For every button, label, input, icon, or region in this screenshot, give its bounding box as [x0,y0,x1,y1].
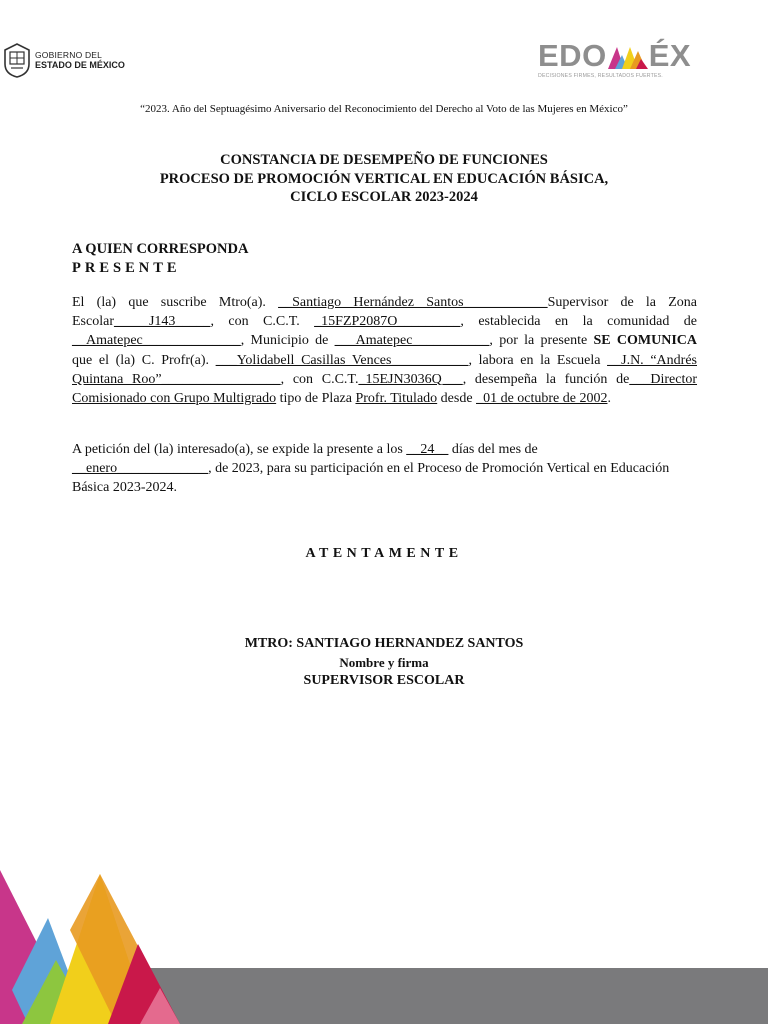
state-seal-icon [2,42,32,78]
closing: ATENTAMENTE [305,546,463,561]
cct-escuela: _15EJN3036Q___ [358,371,463,387]
gov-line2: ESTADO DE MÉXICO [35,60,125,70]
motto: “2023. Año del Septuagésimo Aniversario del Reconocimiento del Derecho al Voto de las Mujeres en México” [140,103,628,115]
signature-block [0,635,768,691]
escuela: __J.N. “Andrés Quintana Roo”_________________ [72,352,697,387]
text: , con C.C.T. [280,371,359,387]
body-paragraph-1 [72,293,697,408]
gov-line1: GOBIERNO DEL [35,50,103,60]
zona-escolar: _____J143_____ [113,314,211,330]
text: , Municipio de [240,333,335,349]
gobierno-logo [2,42,125,78]
edomex-m-icon [608,43,648,69]
text: días del mes de [448,442,538,457]
text: , establecida en la comunidad de [460,314,697,330]
text: Supervisor de la Zona Escolar [72,295,697,330]
text: que el (la) C. Profr(a). [72,352,216,368]
signer-sub: Nombre y firma [339,654,429,670]
body-paragraph-2 [72,440,697,498]
se-comunica: SE COMUNICA [593,333,697,349]
text: , con C.C.T. [210,314,315,330]
cct-zona: _15FZP2087O_________ [314,314,461,330]
greeting-line1: A QUIEN CORRESPONDA [72,241,249,257]
supervisor-name: __Santiago Hernández Santos____________ [278,295,548,310]
title-line2: PROCESO DE PROMOCIÓN VERTICAL EN EDUCACIÓN BÁSICA, [159,170,609,187]
dia: __24__ [406,442,449,457]
text: tipo de Plaza [276,391,356,407]
text: . [607,391,611,407]
funcion: ___Director Comisionado con Grupo Multigrado [72,371,698,407]
brand-left: EDO [538,38,607,73]
comunidad: __Amatepec______________ [72,333,241,349]
text: , labora en la Escuela [468,352,608,368]
greeting [72,240,248,278]
text: , por la presente [489,333,594,349]
signer-name: MTRO: SANTIAGO HERNANDEZ SANTOS [244,636,524,651]
plaza: Profr. Titulado [355,391,438,407]
brand-tagline: DECISIONES FIRMES, RESULTADOS FUERTES. [538,73,663,79]
brand-right: ÉX [648,38,692,73]
fecha-desde: _01 de octubre de 2002 [476,391,608,407]
text: El (la) que suscribe Mtro(a). [72,295,279,310]
title-line3: CICLO ESCOLAR 2023-2024 [290,189,478,205]
text: , desempeña la función de [462,371,630,387]
document-title [0,151,768,207]
municipio: ___Amatepec___________ [334,333,490,349]
title-line1: CONSTANCIA DE DESEMPEÑO DE FUNCIONES [220,152,548,168]
profr-name: ___Yolidabell Casillas Vences___________ [215,352,469,368]
greeting-line2: PRESENTE [72,260,181,276]
footer-decoration [0,860,768,1024]
text: desde [437,391,477,407]
text: A petición del (la) interesado(a), se expide la presente a los [72,442,407,457]
mes: __enero_____________ [72,461,209,477]
text: , de 2023, para su participación en el Proceso de Promoción Vertical en Educación Básica 2023-2024. [72,461,670,496]
edomex-logo [538,40,696,79]
signer-role: SUPERVISOR ESCOLAR [303,673,465,688]
